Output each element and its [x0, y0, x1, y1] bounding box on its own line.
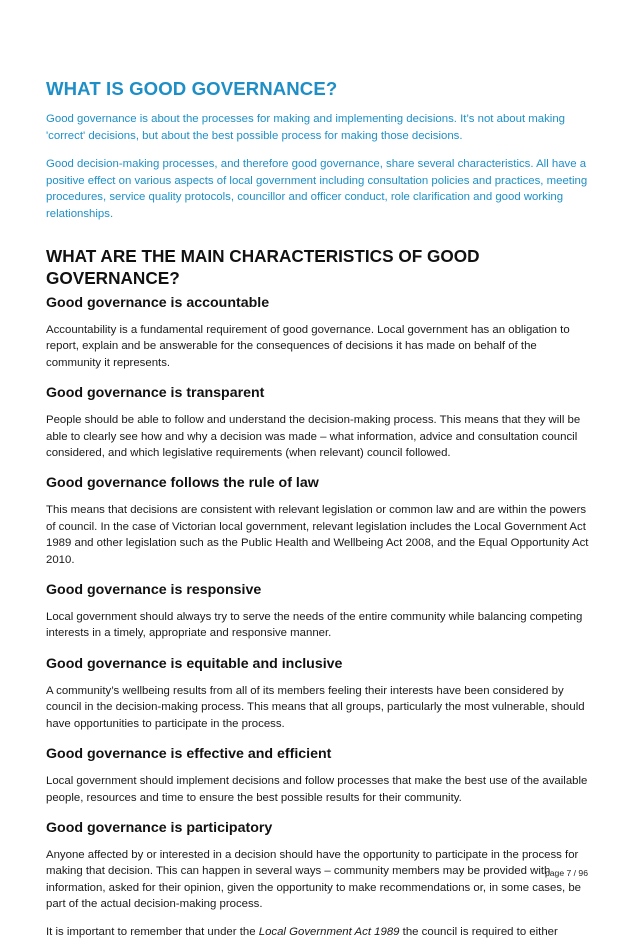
- section-accountable: [46, 294, 594, 371]
- section-heading: Good governance is responsive: [46, 582, 262, 599]
- document-page: [46, 78, 594, 940]
- closing-text-start: It is important to remember that under the: [46, 925, 259, 938]
- section-text: A community’s wellbeing results from all of its members feeling their interests have been considered by council in the decision-making process. This means that all groups, particularly the most vulnerable, should have opportunities to participate in the process.: [46, 684, 585, 730]
- closing-paragraph: [46, 924, 594, 940]
- section-text: Local government should always try to serve the needs of the entire community while balancing competing interests in a timely, appropriate and responsive manner.: [46, 611, 583, 640]
- section-transparent: [46, 384, 594, 461]
- section-equitable: [46, 655, 594, 732]
- section-text: Local government should implement decisions and follow processes that make the best use of the available people, resources and time to ensure the best possible results for their community.: [46, 775, 588, 804]
- page-title: WHAT IS GOOD GOVERNANCE?: [46, 78, 338, 99]
- intro-paragraph: Good decision-making processes, and therefore good governance, share several characteristics. All have a positive effect on various aspects of local government including consultation policies and practices, meeting procedures, service quality protocols, councillor and officer conduct, role clarification and good working relationships.: [46, 158, 588, 220]
- closing-text-end: the council is required to either: [399, 925, 558, 938]
- section-heading: Good governance follows the rule of law: [46, 475, 319, 492]
- section-effective: [46, 745, 594, 806]
- characteristics-heading: WHAT ARE THE MAIN CHARACTERISTICS OF GOOD GOVERNANCE?: [46, 246, 480, 288]
- section-heading: Good governance is transparent: [46, 385, 265, 402]
- intro-paragraph: Good governance is about the processes for making and implementing decisions. It’s not about making 'correct' decisions, but about the best possible process for making those decisions.: [46, 113, 565, 142]
- act-name-italic: Local Government Act 1989: [258, 925, 400, 938]
- section-text: This means that decisions are consistent with relevant legislation or common law and are within the powers of council. In the case of Victorian local government, relevant legislation includes the Local Government Act 1989 and other legislation such as the Public Health and Wellbeing Act 2008, and the Equal Opportunity Act 2010.: [46, 504, 589, 566]
- section-text: People should be able to follow and understand the decision-making process. This means that they will be able to clearly see how and why a decision was made – what information, advice and consultation council considered, and which legislative requirements (when relevant) council followed.: [46, 414, 581, 460]
- section-text: Anyone affected by or interested in a decision should have the opportunity to participate in the process for making that decision. This can happen in several ways – community members may be provided with information, asked for their opinion, given the opportunity to make recommendations or, in some cases, be part of the actual decision-making process.: [46, 848, 582, 911]
- section-rule-of-law: [46, 474, 594, 568]
- section-heading: Good governance is accountable: [46, 295, 270, 311]
- section-participatory: [46, 819, 594, 940]
- section-text: Accountability is a fundamental requirement of good governance. Local government has an obligation to report, explain and be answerable for the consequences of decisions it has made on behalf of the community it represents.: [46, 324, 570, 369]
- page-number: page 7 / 96: [544, 868, 588, 878]
- section-heading: Good governance is equitable and inclusive: [46, 655, 343, 672]
- section-responsive: [46, 581, 594, 642]
- section-heading: Good governance is effective and efficient: [46, 746, 332, 763]
- section-heading: Good governance is participatory: [46, 819, 273, 836]
